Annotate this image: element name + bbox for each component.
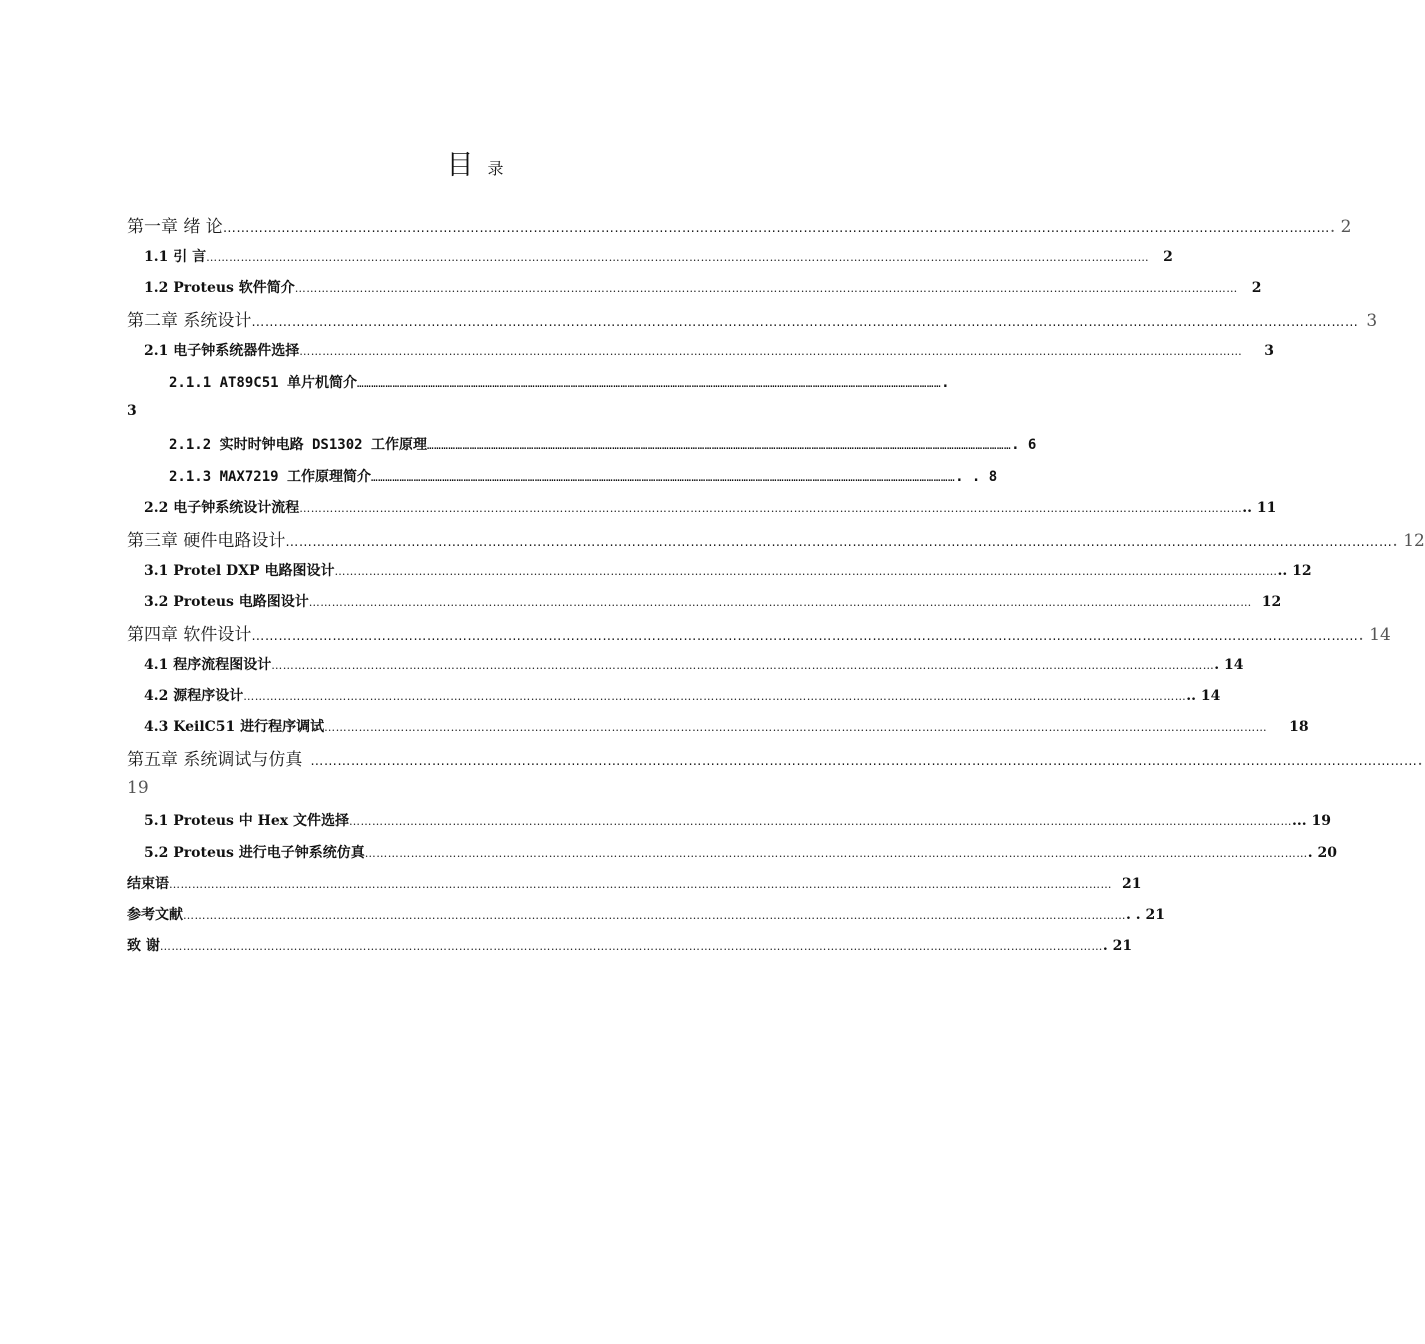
toc-entry-page: . 12: [1392, 531, 1425, 551]
toc-entry-label: 参考文献: [127, 907, 183, 923]
toc-entry-chapter-1[interactable]: [127, 212, 1352, 237]
toc-entry-label: 4.1 程序流程图设计: [144, 657, 272, 673]
toc-entry-label: 5.1 Proteus 中 Hex 文件选择: [144, 813, 350, 829]
toc-entry-page: . 14: [1358, 625, 1391, 645]
toc-leader: …………………………………………………………………………………………………………………………………………………………………………………………………………………………: [222, 221, 1330, 236]
toc-title-char-1: 目: [446, 150, 474, 181]
toc-entry-label: 致 谢: [127, 938, 160, 954]
toc-entry-label: 第五章 系统调试与仿真: [127, 750, 303, 770]
toc-entry-3-2[interactable]: [144, 591, 1282, 611]
toc-entry-label: 第一章 绪 论: [127, 217, 223, 237]
toc-entry-label: 1.2 Proteus 软件简介: [144, 280, 295, 296]
toc-leader: …………………………………………………………………………………………………………………………………………………………………………………………………………………………: [324, 721, 1268, 734]
toc-leader: …………………………………………………………………………………………………………………………………………………………………………………………………………………………: [308, 596, 1252, 609]
toc-entry-label: 4.3 KeilC51 进行程序调试: [144, 719, 325, 735]
toc-entry-chapter-5[interactable]: [127, 745, 1423, 770]
toc-entry-chapter-2[interactable]: [127, 306, 1378, 331]
toc-entry-page: . . 8: [955, 469, 998, 485]
toc-entry-page: . 14: [1214, 657, 1244, 673]
toc-title: [0, 143, 950, 182]
toc-entry-4-2[interactable]: [144, 685, 1221, 705]
toc-entry-label: 3.1 Protel DXP 电路图设计: [144, 563, 335, 579]
toc-entry-page: .. 12: [1277, 563, 1312, 579]
toc-entry-label: 4.2 源程序设计: [144, 688, 244, 704]
toc-leader: …………………………………………………………………………………………………………………………………………………………………………………………………………………………: [159, 940, 1103, 953]
toc-entry-2-1-1-page-wrapped: 3: [127, 403, 137, 419]
toc-entry-1-1[interactable]: [144, 246, 1173, 266]
toc-entry-label: 5.2 Proteus 进行电子钟系统仿真: [144, 845, 365, 861]
toc-entry-references[interactable]: [127, 904, 1165, 924]
toc-leader: …………………………………………………………………………………………………………………………………………………………………………………………………………………………: [334, 565, 1278, 578]
toc-entry-page: 12: [1261, 594, 1282, 610]
toc-leader: …………………………………………………………………………………………………………………………………………………………………………………………………………………………: [310, 754, 1418, 769]
toc-entry-5-1[interactable]: [144, 810, 1331, 830]
toc-entry-page: 2: [1163, 249, 1173, 265]
toc-leader: …………………………………………………………………………………………………………………………………………………………………………………………………………………………: [251, 315, 1359, 330]
toc-entry-3-1[interactable]: [144, 560, 1312, 580]
toc-entry-2-2[interactable]: [144, 497, 1277, 517]
toc-entry-page: . 21: [1102, 938, 1133, 954]
toc-entry-acknowledgements[interactable]: [127, 935, 1133, 955]
toc-title-char-2: 录: [487, 159, 504, 178]
toc-leader: …………………………………………………………………………………………………………………………………………………………………………………………………………………………: [206, 251, 1150, 264]
toc-entry-page: 3: [1264, 343, 1274, 359]
toc-entry-label: 2.1.3 MAX7219 工作原理简介: [169, 469, 372, 485]
toc-entry-label: 1.1 引 言: [144, 249, 207, 265]
toc-entry-chapter-4[interactable]: [127, 620, 1391, 645]
toc-entry-page: 2: [1251, 280, 1262, 296]
toc-entry-page: . 6: [1011, 437, 1037, 453]
toc-entry-page: 3: [1366, 311, 1378, 331]
toc-entry-chapter-5-page-wrapped: 19: [127, 778, 149, 798]
toc-entry-label: 结束语: [127, 876, 169, 892]
toc-leader: …………………………………………………………………………………………………………………………………………………………………………………………………………………………: [169, 878, 1112, 891]
toc-entry-label: 2.1 电子钟系统器件选择: [144, 343, 300, 359]
toc-entry-4-3[interactable]: [144, 716, 1309, 736]
toc-entry-label: 第二章 系统设计: [127, 311, 252, 331]
toc-entry-2-1-2[interactable]: [169, 434, 1037, 454]
toc-leader: …………………………………………………………………………………………………………………………………………………………………………………………………………………………: [349, 815, 1293, 828]
toc-leader: …………………………………………………………………………………………………………………………………………………………………………………………………………………………: [271, 659, 1215, 672]
toc-entry-conclusion[interactable]: [127, 873, 1142, 893]
toc-entry-page: . . 21: [1126, 907, 1165, 923]
toc-entry-chapter-3[interactable]: [127, 526, 1425, 551]
toc-entry-4-1[interactable]: [144, 654, 1244, 674]
toc-entry-page: .. 11: [1242, 500, 1277, 516]
toc-leader: …………………………………………………………………………………………………………………………………………………………………………………………………………………………: [299, 345, 1243, 358]
toc-leader: …………………………………………………………………………………………………………………………………………………………………………………………………………………………: [371, 471, 956, 484]
toc-entry-page: . 20: [1307, 845, 1338, 861]
toc-leader: …………………………………………………………………………………………………………………………………………………………………………………………………………………………: [364, 847, 1308, 860]
toc-entry-page: .. 14: [1186, 688, 1221, 704]
toc-entry-label: 2.1.2 实时时钟电路 DS1302 工作原理: [169, 437, 428, 453]
toc-leader: …………………………………………………………………………………………………………………………………………………………………………………………………………………………: [427, 439, 1012, 452]
toc-leader: …………………………………………………………………………………………………………………………………………………………………………………………………………………………: [285, 535, 1393, 550]
toc-entry-2-1-1[interactable]: [169, 372, 950, 392]
toc-entry-1-2[interactable]: [144, 277, 1262, 297]
toc-entry-page: 21: [1122, 876, 1142, 892]
toc-leader: …………………………………………………………………………………………………………………………………………………………………………………………………………………………: [243, 690, 1187, 703]
toc-entry-page: 18: [1289, 719, 1309, 735]
toc-entry-page: . 2: [1329, 217, 1352, 237]
toc-entry-2-1-3[interactable]: [169, 466, 998, 486]
toc-leader: …………………………………………………………………………………………………………………………………………………………………………………………………………………………: [251, 629, 1359, 644]
toc-entry-label: 2.2 电子钟系统设计流程: [144, 500, 300, 516]
toc-entry-page: ... 19: [1292, 813, 1331, 829]
toc-leader: …………………………………………………………………………………………………………………………………………………………………………………………………………………………: [294, 282, 1238, 295]
toc-entry-2-1[interactable]: [144, 340, 1274, 360]
toc-leader: …………………………………………………………………………………………………………………………………………………………………………………………………………………………: [183, 909, 1126, 922]
toc-leader: …………………………………………………………………………………………………………………………………………………………………………………………………………………………: [357, 377, 942, 390]
toc-entry-label: 3.2 Proteus 电路图设计: [144, 594, 309, 610]
toc-entry-label: 第三章 硬件电路设计: [127, 531, 286, 551]
toc-leader: …………………………………………………………………………………………………………………………………………………………………………………………………………………………: [299, 502, 1243, 515]
toc-entry-page: .: [941, 375, 950, 391]
toc-entry-label: 2.1.1 AT89C51 单片机简介: [169, 375, 358, 391]
toc-entry-5-2[interactable]: [144, 842, 1338, 862]
toc-entry-label: 第四章 软件设计: [127, 625, 252, 645]
toc-entry-page: .: [1417, 750, 1423, 770]
